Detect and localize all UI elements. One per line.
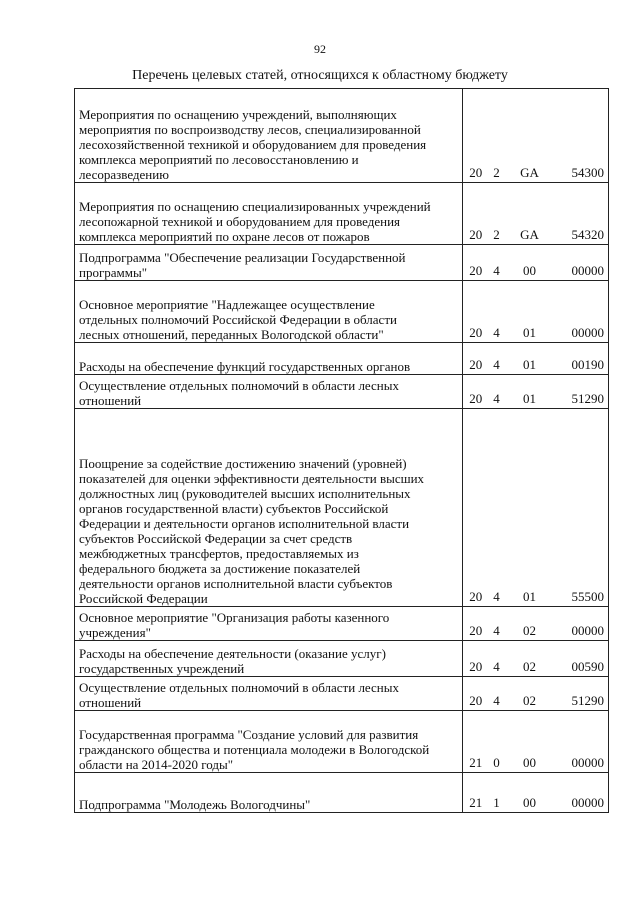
code-subprogram: 4 (489, 607, 505, 641)
code-program: 20 (463, 375, 489, 409)
code-main-event: 02 (505, 677, 555, 711)
code-subprogram: 4 (489, 677, 505, 711)
code-main-event: GA (505, 183, 555, 245)
code-subprogram: 1 (489, 773, 505, 813)
code-subprogram: 4 (489, 343, 505, 375)
code-main-event: GA (505, 89, 555, 183)
table-row (75, 409, 609, 607)
code-program: 20 (463, 641, 489, 677)
code-direction: 00000 (555, 245, 609, 281)
table-row (75, 641, 609, 677)
table-row (75, 89, 609, 183)
target-articles-table (74, 88, 609, 813)
row-title: Расходы на обеспечение деятельности (оказание услуг) государственных учреждений (75, 641, 463, 677)
row-title: Осуществление отдельных полномочий в области лесных отношений (75, 677, 463, 711)
code-main-event: 00 (505, 245, 555, 281)
table-row (75, 711, 609, 773)
code-main-event: 00 (505, 711, 555, 773)
code-main-event: 01 (505, 281, 555, 343)
code-direction: 00590 (555, 641, 609, 677)
code-subprogram: 2 (489, 89, 505, 183)
code-subprogram: 4 (489, 375, 505, 409)
table-row (75, 677, 609, 711)
table-row (75, 183, 609, 245)
row-title: Поощрение за содействие достижению значений (уровней) показателей для оценки эффективности деятельности высших должностных лиц (руководителей высших исполнительных органов государственной власти) субъектов Российской Федерации и деятельности органов исполнительной власти субъектов Российской Федерации за счет средств межбюджетных трансфертов, предоставляемых из федерального бюджета за достижение показателей деятельности органов исполнительной власти субъектов Российской Федерации (75, 409, 463, 607)
code-main-event: 01 (505, 343, 555, 375)
row-title: Расходы на обеспечение функций государственных органов (75, 343, 463, 375)
row-title: Основное мероприятие "Организация работы казенного учреждения" (75, 607, 463, 641)
table-row (75, 773, 609, 813)
row-title: Основное мероприятие "Надлежащее осуществление отдельных полномочий Российской Федерации в области лесных отношений, переданных Вологодской области" (75, 281, 463, 343)
table-row (75, 245, 609, 281)
page-number: 92 (314, 42, 326, 56)
code-program: 20 (463, 281, 489, 343)
code-subprogram: 4 (489, 281, 505, 343)
code-program: 20 (463, 89, 489, 183)
code-subprogram: 0 (489, 711, 505, 773)
code-direction: 51290 (555, 677, 609, 711)
code-direction: 54300 (555, 89, 609, 183)
code-program: 20 (463, 409, 489, 607)
code-direction: 54320 (555, 183, 609, 245)
code-subprogram: 2 (489, 183, 505, 245)
code-program: 21 (463, 773, 489, 813)
code-main-event: 01 (505, 409, 555, 607)
code-program: 20 (463, 245, 489, 281)
code-program: 20 (463, 183, 489, 245)
row-title: Осуществление отдельных полномочий в области лесных отношений (75, 375, 463, 409)
row-title: Подпрограмма "Обеспечение реализации Государственной программы" (75, 245, 463, 281)
code-direction: 00000 (555, 281, 609, 343)
code-main-event: 00 (505, 773, 555, 813)
code-direction: 00000 (555, 711, 609, 773)
row-title: Подпрограмма "Молодежь Вологодчины" (75, 773, 463, 813)
table-row (75, 375, 609, 409)
code-program: 20 (463, 677, 489, 711)
code-subprogram: 4 (489, 409, 505, 607)
table-row (75, 607, 609, 641)
code-direction: 00190 (555, 343, 609, 375)
code-main-event: 02 (505, 641, 555, 677)
code-direction: 00000 (555, 607, 609, 641)
table-row (75, 343, 609, 375)
row-title: Мероприятия по оснащению учреждений, выполняющих мероприятия по воспроизводству лесов, специализированной лесохозяйственной техникой и оборудованием для проведения комплекса мероприятий по лесовосстановлению и лесоразведению (75, 89, 463, 183)
code-program: 20 (463, 343, 489, 375)
code-main-event: 01 (505, 375, 555, 409)
code-main-event: 02 (505, 607, 555, 641)
code-program: 21 (463, 711, 489, 773)
row-title: Государственная программа "Создание условий для развития гражданского общества и потенциала молодежи в Вологодской области на 2014-2020 годы" (75, 711, 463, 773)
row-title: Мероприятия по оснащению специализированных учреждений лесопожарной техникой и оборудованием для проведения комплекса мероприятий по охране лесов от пожаров (75, 183, 463, 245)
table-row (75, 281, 609, 343)
code-direction: 00000 (555, 773, 609, 813)
code-subprogram: 4 (489, 245, 505, 281)
code-direction: 51290 (555, 375, 609, 409)
code-program: 20 (463, 607, 489, 641)
document-title: Перечень целевых статей, относящихся к областному бюджету (132, 68, 508, 83)
code-subprogram: 4 (489, 641, 505, 677)
table-body (75, 89, 609, 813)
code-direction: 55500 (555, 409, 609, 607)
